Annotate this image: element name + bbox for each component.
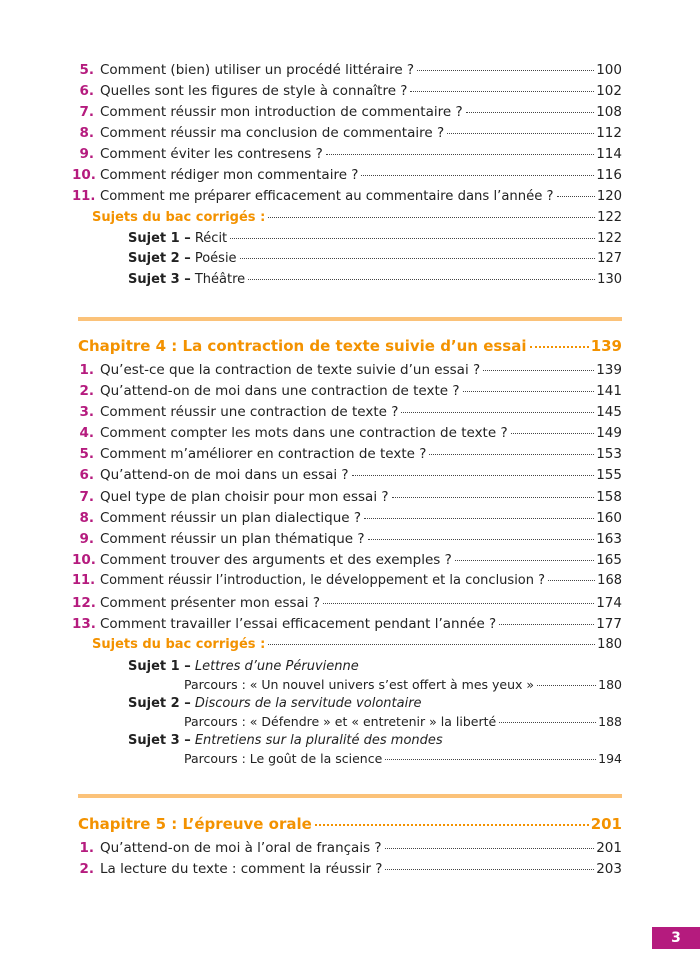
entry-title: Comment réussir une contraction de texte ? bbox=[100, 404, 399, 420]
entry-page: 153 bbox=[596, 446, 622, 462]
entry-title: Comment travailler l’essai efficacement pendant l’année ? bbox=[100, 616, 497, 632]
dot-leader bbox=[483, 370, 594, 371]
entry-page: 139 bbox=[596, 362, 622, 378]
toc-entry[interactable] bbox=[72, 62, 622, 78]
dot-leader bbox=[429, 454, 594, 455]
entry-page: 100 bbox=[596, 62, 622, 78]
entry-title: Comment éviter les contresens ? bbox=[100, 146, 323, 162]
bac-subjects-label: Sujets du bac corrigés : bbox=[92, 210, 266, 225]
sujet-label: Sujet 3 – bbox=[128, 272, 191, 287]
sujet-parcours-entry[interactable] bbox=[184, 751, 622, 766]
dot-leader bbox=[548, 580, 595, 581]
chapter-title: Chapitre 5 : L’épreuve orale bbox=[78, 815, 312, 833]
chapter-4-heading[interactable] bbox=[78, 337, 622, 355]
entry-number: 9. bbox=[79, 146, 94, 162]
dot-leader bbox=[315, 824, 589, 826]
toc-entry[interactable] bbox=[72, 383, 622, 399]
dot-leader bbox=[240, 258, 596, 259]
toc-entry[interactable] bbox=[72, 125, 622, 141]
entry-title: Quelles sont les figures de style à connaître ? bbox=[100, 83, 408, 99]
entry-number: 13. bbox=[72, 616, 96, 632]
sujet-label: Sujet 3 – bbox=[128, 733, 191, 748]
toc-entry[interactable] bbox=[72, 167, 622, 183]
chapter-divider bbox=[78, 794, 622, 798]
sujet-label: Sujet 1 – bbox=[128, 231, 191, 246]
dot-leader bbox=[323, 603, 594, 604]
entry-title: Comment m’améliorer en contraction de texte ? bbox=[100, 446, 427, 462]
entry-page: 194 bbox=[598, 751, 622, 766]
entry-page: 116 bbox=[596, 167, 622, 183]
dot-leader bbox=[455, 560, 594, 561]
entry-number: 5. bbox=[79, 62, 94, 78]
entry-page: 145 bbox=[596, 404, 622, 420]
entry-number: 5. bbox=[79, 446, 94, 462]
entry-title: Qu’est-ce que la contraction de texte suivie d’un essai ? bbox=[100, 362, 481, 378]
entry-page: 177 bbox=[596, 616, 622, 632]
entry-number: 2. bbox=[79, 861, 94, 877]
dot-leader bbox=[447, 133, 594, 134]
parcours-text: Parcours : Le goût de la science bbox=[184, 751, 383, 766]
dot-leader bbox=[417, 70, 594, 71]
sujet-title: Poésie bbox=[194, 251, 237, 266]
sujet-title: Théâtre bbox=[194, 272, 246, 287]
chapter-page: 139 bbox=[590, 337, 622, 355]
entry-page: 201 bbox=[596, 840, 622, 856]
entry-page: 168 bbox=[597, 573, 622, 588]
entry-number: 9. bbox=[79, 531, 94, 547]
dot-leader bbox=[361, 175, 594, 176]
entry-page: 127 bbox=[597, 251, 622, 266]
entry-title: Comment (bien) utiliser un procédé littéraire ? bbox=[100, 62, 415, 78]
chapter-5-heading[interactable] bbox=[78, 815, 622, 833]
sujet-title: Lettres d’une Péruvienne bbox=[194, 659, 359, 674]
entry-number: 4. bbox=[79, 425, 94, 441]
dot-leader bbox=[248, 279, 595, 280]
entry-title: Comment réussir un plan thématique ? bbox=[100, 531, 365, 547]
entry-number: 11. bbox=[72, 573, 96, 588]
sujet-title: Récit bbox=[194, 231, 228, 246]
entry-title: Qu’attend-on de moi dans un essai ? bbox=[100, 467, 349, 483]
dot-leader bbox=[530, 346, 589, 348]
entry-title: Comment réussir l’introduction, le développement et la conclusion ? bbox=[100, 573, 546, 588]
dot-leader bbox=[385, 759, 596, 760]
dot-leader bbox=[466, 112, 595, 113]
entry-page: 149 bbox=[596, 425, 622, 441]
toc-entry[interactable] bbox=[72, 146, 622, 162]
toc-entry[interactable] bbox=[72, 404, 622, 420]
sujet-entry[interactable] bbox=[128, 231, 622, 246]
entry-title: Comment présenter mon essai ? bbox=[100, 595, 321, 611]
toc-entry[interactable] bbox=[72, 467, 622, 483]
entry-page: 120 bbox=[596, 189, 622, 204]
bac-subjects-entry[interactable] bbox=[92, 210, 622, 225]
entry-page: 180 bbox=[597, 637, 622, 652]
parcours-text: Parcours : « Défendre » et « entretenir » la liberté bbox=[184, 714, 497, 729]
entry-number: 8. bbox=[79, 510, 94, 526]
sujet-parcours-entry[interactable] bbox=[184, 714, 622, 729]
entry-page: 163 bbox=[596, 531, 622, 547]
entry-title: Comment réussir mon introduction de commentaire ? bbox=[100, 104, 463, 120]
entry-page: 141 bbox=[596, 383, 622, 399]
entry-number: 2. bbox=[79, 383, 94, 399]
entry-page: 160 bbox=[596, 510, 622, 526]
toc-entry[interactable] bbox=[72, 573, 622, 588]
entry-page: 122 bbox=[597, 210, 622, 225]
dot-leader bbox=[463, 391, 595, 392]
toc-entry[interactable] bbox=[72, 446, 622, 462]
dot-leader bbox=[268, 644, 595, 645]
sujet-title: Entretiens sur la pluralité des mondes bbox=[194, 733, 443, 748]
dot-leader bbox=[364, 518, 594, 519]
entry-number: 6. bbox=[79, 83, 94, 99]
sujet-parcours-entry[interactable] bbox=[184, 677, 622, 692]
dot-leader bbox=[385, 848, 595, 849]
dot-leader bbox=[385, 869, 594, 870]
dot-leader bbox=[499, 722, 596, 723]
toc-entry[interactable] bbox=[72, 840, 622, 856]
entry-title: Qu’attend-on de moi dans une contraction de texte ? bbox=[100, 383, 460, 399]
page-number: 3 bbox=[652, 927, 700, 949]
entry-title: La lecture du texte : comment la réussir ? bbox=[100, 861, 383, 877]
dot-leader bbox=[326, 154, 594, 155]
entry-number: 10. bbox=[72, 552, 96, 568]
entry-page: 188 bbox=[598, 714, 622, 729]
dot-leader bbox=[230, 238, 595, 239]
entry-page: 108 bbox=[596, 104, 622, 120]
entry-page: 203 bbox=[596, 861, 622, 877]
bac-subjects-entry[interactable] bbox=[92, 637, 622, 652]
entry-title: Comment trouver des arguments et des exemples ? bbox=[100, 552, 452, 568]
entry-number: 10. bbox=[72, 167, 96, 183]
dot-leader bbox=[557, 196, 595, 197]
bac-subjects-label: Sujets du bac corrigés : bbox=[92, 637, 266, 652]
sujet-label: Sujet 2 – bbox=[128, 696, 191, 711]
toc-entry[interactable] bbox=[72, 425, 622, 441]
entry-page: 165 bbox=[596, 552, 622, 568]
toc-entry[interactable] bbox=[72, 362, 622, 378]
toc-entry[interactable] bbox=[72, 595, 622, 611]
toc-entry[interactable] bbox=[72, 531, 622, 547]
entry-title: Comment rédiger mon commentaire ? bbox=[100, 167, 359, 183]
entry-page: 158 bbox=[596, 489, 622, 505]
chapter-page: 201 bbox=[590, 815, 622, 833]
entry-number: 8. bbox=[79, 125, 94, 141]
chapter-divider bbox=[78, 317, 622, 321]
entry-number: 3. bbox=[79, 404, 94, 420]
toc-entry[interactable] bbox=[72, 83, 622, 99]
sujet-heading[interactable] bbox=[128, 733, 622, 748]
dot-leader bbox=[368, 539, 595, 540]
entry-page: 112 bbox=[596, 125, 622, 141]
chapter-title: Chapitre 4 : La contraction de texte suivie d’un essai bbox=[78, 337, 527, 355]
entry-title: Comment compter les mots dans une contraction de texte ? bbox=[100, 425, 508, 441]
entry-title: Qu’attend-on de moi à l’oral de français ? bbox=[100, 840, 382, 856]
dot-leader bbox=[352, 475, 595, 476]
entry-number: 12. bbox=[72, 595, 96, 611]
entry-title: Comment réussir un plan dialectique ? bbox=[100, 510, 362, 526]
toc-entry[interactable] bbox=[72, 489, 622, 505]
entry-title: Comment me préparer efficacement au commentaire dans l’année ? bbox=[100, 189, 554, 204]
sujet-heading[interactable] bbox=[128, 659, 622, 674]
entry-number: 1. bbox=[79, 362, 94, 378]
entry-number: 11. bbox=[72, 189, 96, 204]
parcours-text: Parcours : « Un nouvel univers s’est offert à mes yeux » bbox=[184, 677, 535, 692]
entry-page: 114 bbox=[596, 146, 622, 162]
entry-title: Comment réussir ma conclusion de commentaire ? bbox=[100, 125, 445, 141]
entry-title: Quel type de plan choisir pour mon essai ? bbox=[100, 489, 389, 505]
entry-number: 6. bbox=[79, 467, 94, 483]
sujet-title: Discours de la servitude volontaire bbox=[194, 696, 422, 711]
entry-page: 102 bbox=[596, 83, 622, 99]
dot-leader bbox=[511, 433, 595, 434]
sujet-heading[interactable] bbox=[128, 696, 622, 711]
dot-leader bbox=[392, 497, 595, 498]
entry-number: 1. bbox=[79, 840, 94, 856]
toc-entry[interactable] bbox=[72, 510, 622, 526]
toc-entry[interactable] bbox=[72, 552, 622, 568]
dot-leader bbox=[537, 685, 596, 686]
sujet-label: Sujet 1 – bbox=[128, 659, 191, 674]
dot-leader bbox=[499, 624, 594, 625]
toc-entry[interactable] bbox=[72, 189, 622, 204]
toc-entry[interactable] bbox=[72, 616, 622, 632]
sujet-entry[interactable] bbox=[128, 272, 622, 287]
entry-page: 130 bbox=[597, 272, 622, 287]
entry-page: 155 bbox=[596, 467, 622, 483]
entry-page: 174 bbox=[596, 595, 622, 611]
entry-number: 7. bbox=[79, 489, 94, 505]
toc-entry[interactable] bbox=[72, 861, 622, 877]
sujet-entry[interactable] bbox=[128, 251, 622, 266]
dot-leader bbox=[410, 91, 594, 92]
entry-number: 7. bbox=[79, 104, 94, 120]
entry-page: 122 bbox=[597, 231, 622, 246]
entry-page: 180 bbox=[598, 677, 622, 692]
dot-leader bbox=[401, 412, 594, 413]
toc-entry[interactable] bbox=[72, 104, 622, 120]
dot-leader bbox=[268, 217, 595, 218]
sujet-label: Sujet 2 – bbox=[128, 251, 191, 266]
